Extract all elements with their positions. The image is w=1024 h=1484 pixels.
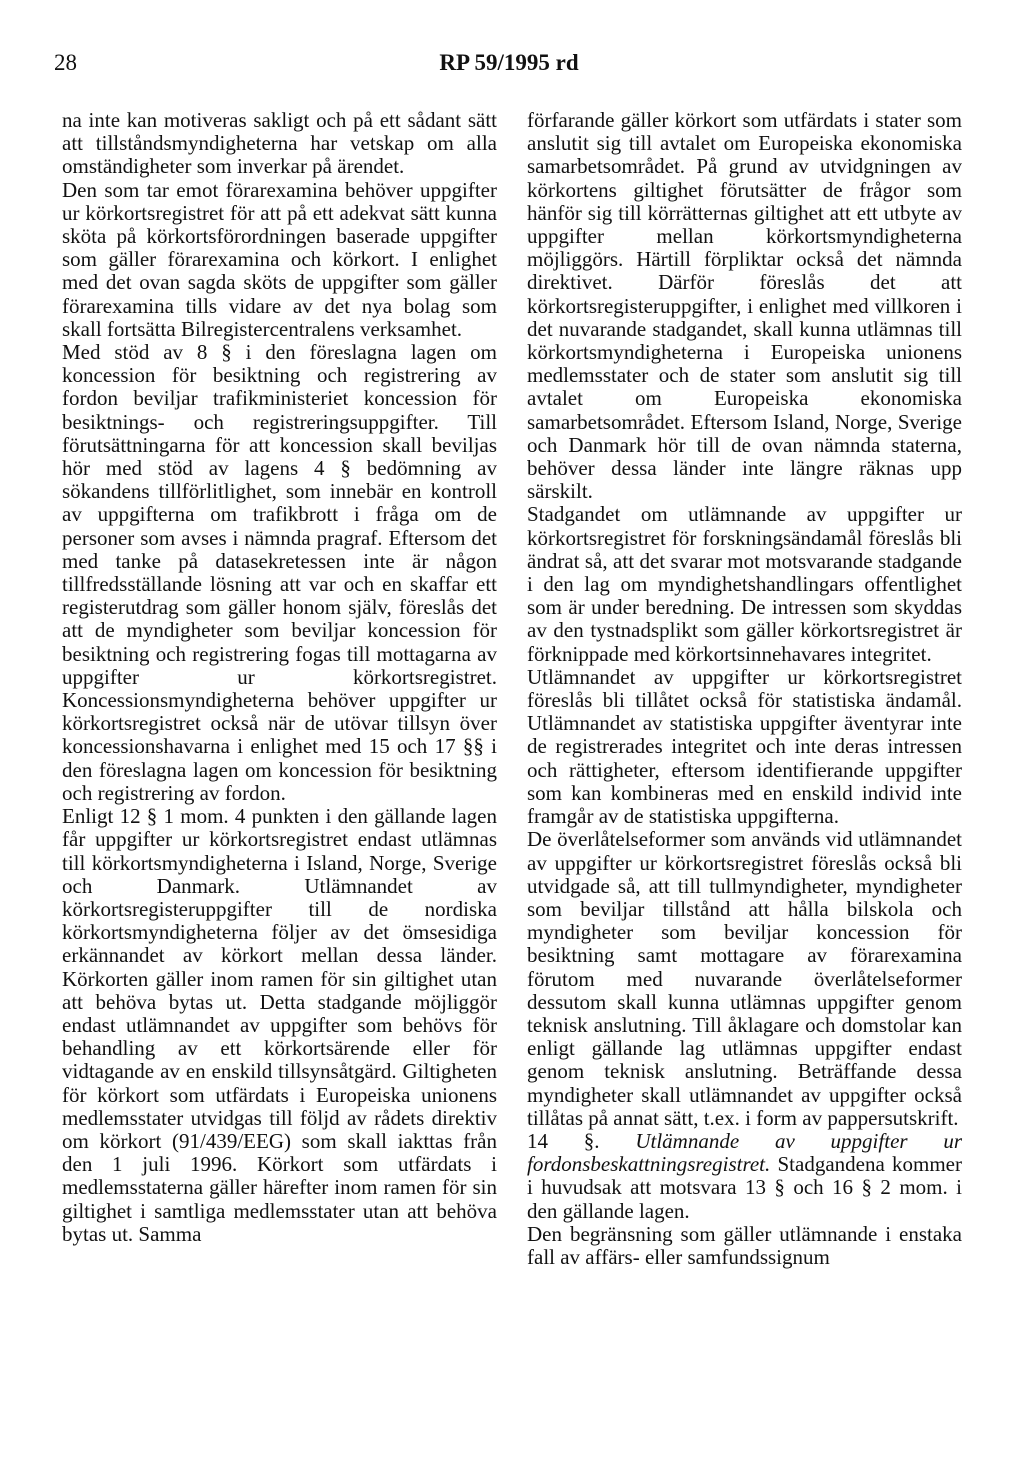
right-column bbox=[527, 109, 962, 1269]
paragraph: förfarande gäller körkort som utfärdats i stater som anslutit sig till avtalet om Europeiska ekonomiska samarbetsområdet. På grund av utvidgningen av körkortens giltighet förutsätter de frågor som hänför sig till körrätternas giltighet att ett utbyte av uppgifter mellan körkortsmyndigheterna möjliggörs. Härtill förpliktar också det nämnda direktivet. Därför föreslås det att körkortsregisteruppgifter, i enlighet med villkoren i det nuvarande stadgandet, skall kunna utlämnas till körkortsmyndigheterna i Europeiska unionens medlemsstater och de stater som anslutit sig till avtalet om Europeiska ekonomiska samarbetsområdet. Eftersom Island, Norge, Sverige och Danmark hör till de ovan nämnda staterna, behöver dessa länder inte längre räknas upp särskilt. bbox=[527, 108, 962, 504]
page-number: 28 bbox=[54, 50, 77, 75]
paragraph: Den begränsning som gäller utlämnande i enstaka fall av affärs- eller samfundssignum bbox=[527, 1221, 962, 1269]
section-number: 14 §. bbox=[527, 1128, 600, 1153]
paragraph: De överlåtelseformer som används vid utlämnandet av uppgifter ur körkortsregistret föreslås också bli utvidgade så, att till tullmyndigheter, myndigheter som beviljar tillstånd att hålla bilskola och myndigheter som beviljar koncession för besiktning samt mottagare av förarexamina förutom med nuvarande överlåtelseformer dessutom skall kunna utlämnas uppgifter genom teknisk anslutning. Till åklagare och domstolar kan enligt gällande lag utlämnas uppgifter endast genom teknisk anslutning. Beträffande dessa myndigheter skall utlämnandet av uppgifter också tillåtas på annat sätt, t.ex. i form av pappersutskrift. bbox=[527, 827, 962, 1130]
paragraph: na inte kan motiveras sakligt och på ett sådant sätt att tillståndsmyndigheterna har vetskap om alla omständigheter som inverkar på ärendet. bbox=[62, 108, 497, 179]
paragraph: Stadgandet om utlämnande av uppgifter ur körkortsregistret för forskningsändamål föreslås bli ändrat så, att det svarar mot motsvarande stadgande i den lag om myndighetshandlingars offentlighet som är under beredning. De intressen som skyddas av den tystnadsplikt som gäller körkortsregistret är förknippade med körkortsinnehavares integritet. bbox=[527, 502, 962, 666]
document-reference: RP 59/1995 rd bbox=[439, 50, 579, 75]
page-header bbox=[54, 50, 964, 86]
section-paragraph bbox=[527, 1130, 962, 1223]
paragraph: Utlämnandet av uppgifter ur körkortsregistret föreslås bli tillåtet också för statistiska ändamål. Utlämnandet av statistiska uppgifter äventyrar inte de registrerades integritet och inte deras intressen och rättigheter, eftersom identifierande uppgifter som kan kombineras med en enskild individ inte framgår av de statistiska uppgifterna. bbox=[527, 664, 962, 829]
paragraph: Den som tar emot förarexamina behöver uppgifter ur körkortsregistret för att på ett adekvat sätt kunna sköta på körkortsförordningen baserade uppgifter som gäller förarexamina och körkort. I enlighet med det ovan sagda sköts de uppgifter som gäller förarexamina tills vidare av det nya bolag som skall fortsätta Bilregistercentralens verksamhet. bbox=[62, 177, 497, 341]
section-title: Utlämnande av uppgifter ur fordonsbeskattningsregistret. bbox=[527, 1128, 963, 1177]
left-column bbox=[62, 109, 497, 1246]
paragraph: Enligt 12 § 1 mom. 4 punkten i den gällande lagen får uppgifter ur körkortsregistret endast utlämnas till körkortsmyndigheterna i Island, Norge, Sverige och Danmark. Utlämnandet av körkortsregisteruppgifter till de nordiska körkortsmyndigheterna följer av det ömsesidiga erkännandet av körkort mellan dessa länder. Körkorten gäller inom ramen för sin giltighet utan att behöva bytas ut. Detta stadgande möjliggör endast utlämnandet av uppgifter som behövs för behandling av ett körkortsärende eller för vidtagande av en enskild tillsynsåtgärd. Giltigheten för körkort som utfärdats i Europeiska unionens medlemsstater utvidgas till följd av rådets direktiv om körkort (91/439/EEG) som skall iakttas från den 1 juli 1996. Körkort som utfärdats i medlemsstaterna gäller härefter inom ramen för sin giltighet i samtliga medlemsstater utan att behöva bytas ut. Samma bbox=[62, 804, 497, 1246]
paragraph: Med stöd av 8 § i den föreslagna lagen om koncession för besiktning och registrering av fordon beviljar trafikministeriet koncession för besiktnings- och registreringsuppgifter. Till förutsättningarna för att koncession skall beviljas hör med stöd av lagens 4 § bedömning av sökandens tillförlitlighet, som innebär en kontroll av uppgifterna om trafikbrott i fråga om de personer som avses i nämnda pragraf. Eftersom det med tanke på datasekretessen inte är någon tillfredsställande lösning att var och en skaffar ett registerutdrag som gäller honom själv, föreslås det att de myndigheter som beviljar koncession för besiktning och registrering fogas till mottagarna av uppgifter ur körkortsregistret. Koncessionsmyndigheterna behöver uppgifter ur körkortsregistret också när de utövar tillsyn över koncessionshavarna i enlighet med 15 och 17 §§ i den föreslagna lagen om koncession för besiktning och registrering av fordon. bbox=[62, 340, 497, 805]
section-text: Stadgandena kommer i huvudsak att motsvara 13 § och 16 § 2 mom. i den gällande lagen. bbox=[527, 1152, 962, 1223]
